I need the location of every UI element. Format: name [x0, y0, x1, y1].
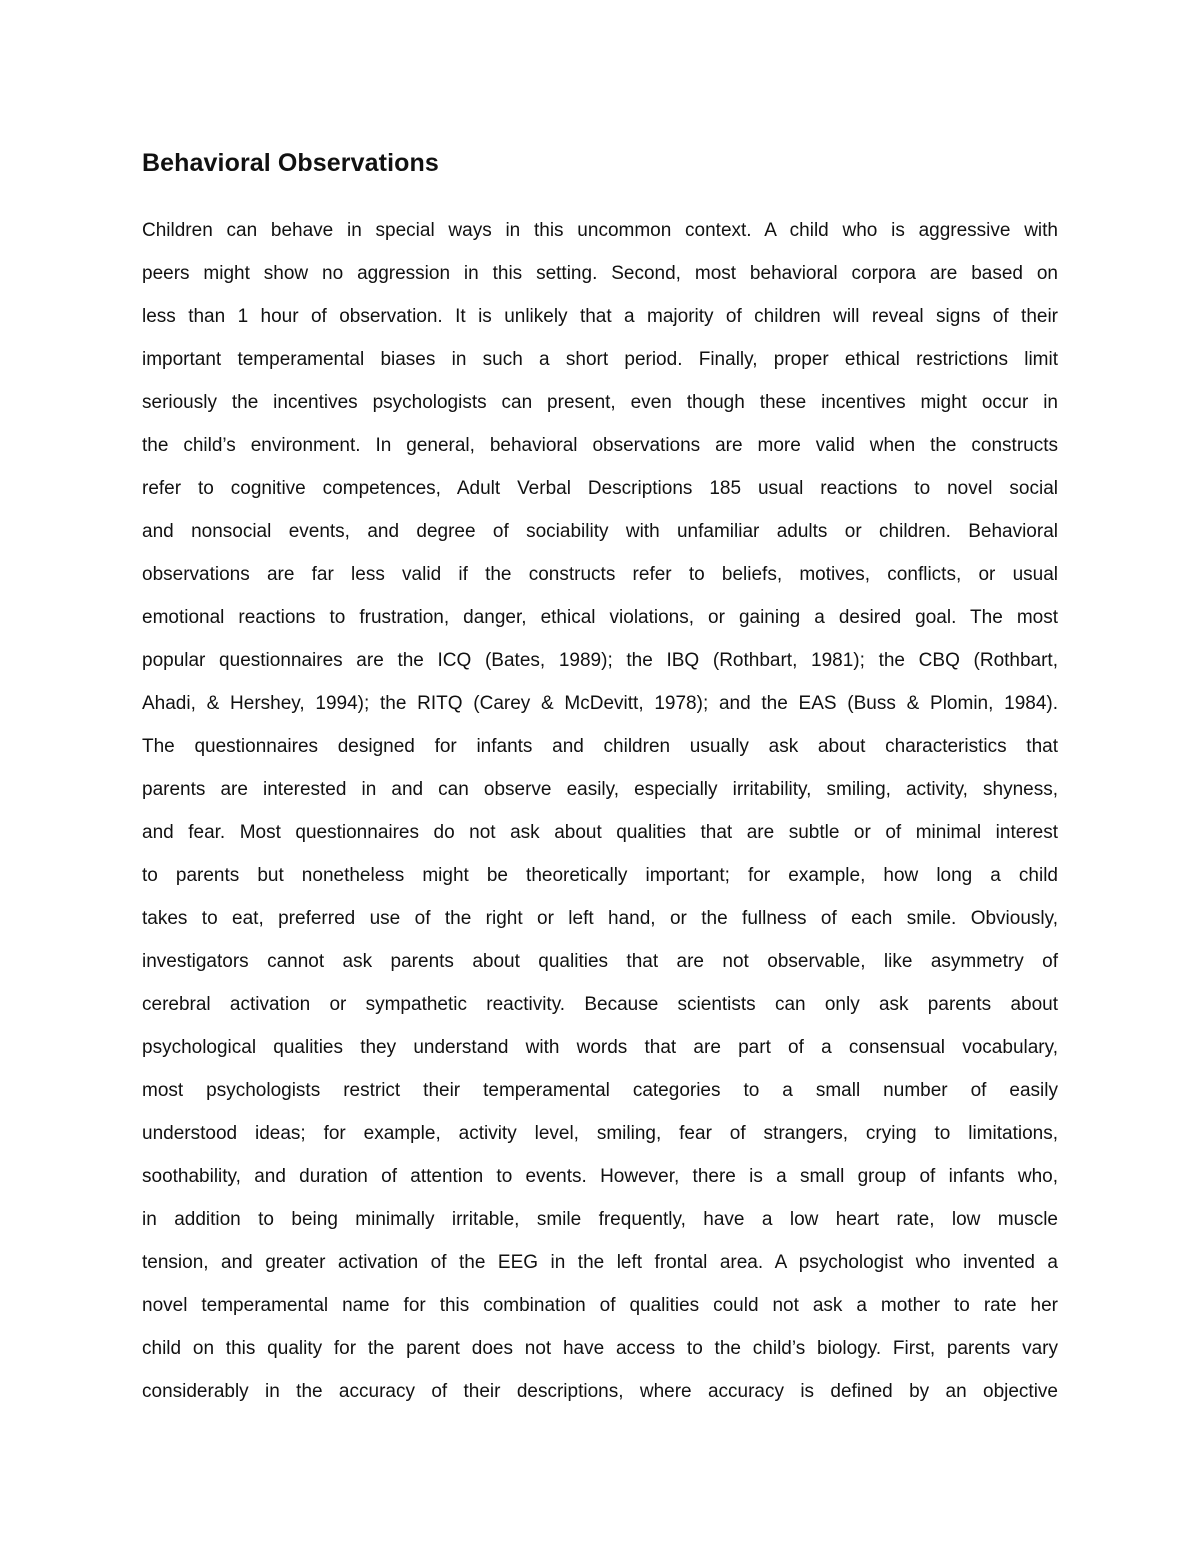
body-line: popular questionnaires are the ICQ (Bates, 1989); the IBQ (Rothbart, 1981); the CBQ (Rothbart,: [142, 650, 1058, 671]
body-line: less than 1 hour of observation. It is unlikely that a majority of children will reveal signs of their: [142, 306, 1058, 327]
body-line: Children can behave in special ways in this uncommon context. A child who is aggressive with: [142, 220, 1058, 241]
body-line: novel temperamental name for this combination of qualities could not ask a mother to rate her: [142, 1295, 1058, 1316]
body-line: peers might show no aggression in this setting. Second, most behavioral corpora are based on: [142, 263, 1058, 284]
body-line: observations are far less valid if the constructs refer to beliefs, motives, conflicts, or usual: [142, 564, 1058, 585]
body-line: Ahadi, & Hershey, 1994); the RITQ (Carey & McDevitt, 1978); and the EAS (Buss & Plomin, 1984).: [142, 693, 1058, 714]
body-line: child on this quality for the parent does not have access to the child’s biology. First, parents vary: [142, 1338, 1058, 1359]
body-line: emotional reactions to frustration, danger, ethical violations, or gaining a desired goal. The most: [142, 607, 1058, 628]
body-line: psychological qualities they understand with words that are part of a consensual vocabulary,: [142, 1037, 1058, 1058]
body-line: in addition to being minimally irritable, smile frequently, have a low heart rate, low muscle: [142, 1209, 1058, 1230]
body-line: most psychologists restrict their temperamental categories to a small number of easily: [142, 1080, 1058, 1101]
body-line: tension, and greater activation of the EEG in the left frontal area. A psychologist who invented a: [142, 1252, 1058, 1273]
body-line: and nonsocial events, and degree of sociability with unfamiliar adults or children. Behavioral: [142, 521, 1058, 542]
body-line: parents are interested in and can observe easily, especially irritability, smiling, activity, shyness,: [142, 779, 1058, 800]
body-line: and fear. Most questionnaires do not ask about qualities that are subtle or of minimal interest: [142, 822, 1058, 843]
body-line: seriously the incentives psychologists can present, even though these incentives might occur in: [142, 392, 1058, 413]
body-line: understood ideas; for example, activity level, smiling, fear of strangers, crying to limitations,: [142, 1123, 1058, 1144]
body-line: to parents but nonetheless might be theoretically important; for example, how long a child: [142, 865, 1058, 886]
body-line: cerebral activation or sympathetic reactivity. Because scientists can only ask parents about: [142, 994, 1058, 1015]
body-line: the child’s environment. In general, behavioral observations are more valid when the constructs: [142, 435, 1058, 456]
body-line: soothability, and duration of attention to events. However, there is a small group of infants who,: [142, 1166, 1058, 1187]
body-line: considerably in the accuracy of their descriptions, where accuracy is defined by an objective: [142, 1381, 1058, 1402]
body-line: The questionnaires designed for infants and children usually ask about characteristics that: [142, 736, 1058, 757]
body-line: investigators cannot ask parents about qualities that are not observable, like asymmetry of: [142, 951, 1058, 972]
body-line: takes to eat, preferred use of the right or left hand, or the fullness of each smile. Obviously,: [142, 908, 1058, 929]
document-body: [142, 215, 1058, 1419]
body-line: refer to cognitive competences, Adult Verbal Descriptions 185 usual reactions to novel social: [142, 478, 1058, 499]
document-title: Behavioral Observations: [142, 149, 439, 177]
body-line: important temperamental biases in such a short period. Finally, proper ethical restrictions limit: [142, 349, 1058, 370]
